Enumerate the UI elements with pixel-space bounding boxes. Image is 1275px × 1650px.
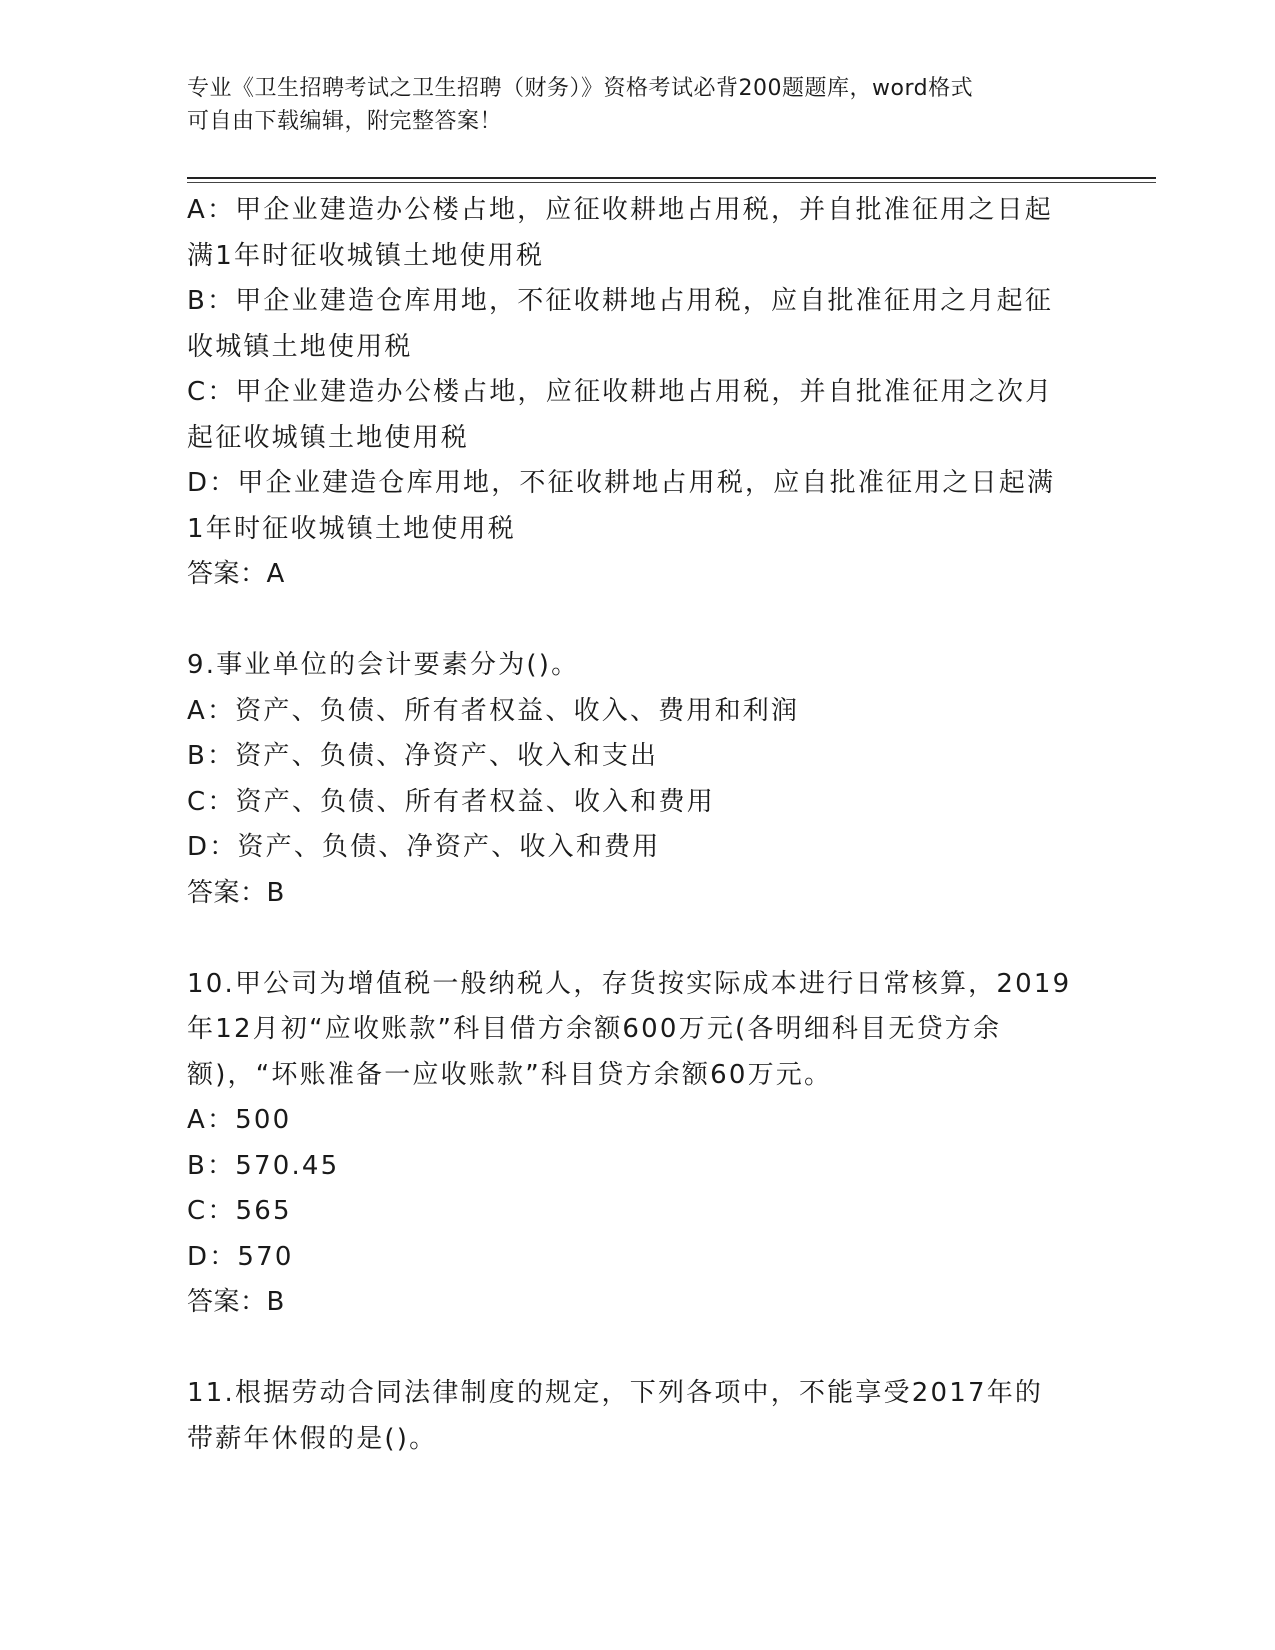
header-rule-thick (187, 177, 1156, 179)
option-a-line-2: 满1年时征收城镇土地使用税 (187, 240, 545, 271)
option-c-line-1: C：甲企业建造办公楼占地，应征收耕地占用税，并自批准征用之次月 (187, 377, 1054, 407)
option-b: B：资产、负债、净资产、收入和支出 (187, 741, 659, 771)
header-line: 专业《卫生招聘考试之卫生招聘（财务）》资格考试必背200题题库，word格式 (187, 76, 974, 101)
question-text-line-1: 10.甲公司为增值税一般纳税人，存货按实际成本进行日常核算，2019 (187, 968, 1072, 999)
option-b: B：570.45 (187, 1150, 340, 1181)
document-body (187, 188, 1077, 1462)
answer: 答案：B (187, 1287, 285, 1317)
spacer (187, 916, 1077, 962)
option-a: A：资产、负债、所有者权益、收入、费用和利润 (187, 695, 800, 726)
option-d-line-2: 1年时征收城镇土地使用税 (187, 513, 516, 544)
question-text-line-1: 11.根据劳动合同法律制度的规定，下列各项中，不能享受2017年的 (187, 1378, 1044, 1408)
question-text-line-3: 额)，“坏账准备一应收账款”科目贷方余额60万元。 (187, 1059, 833, 1090)
question-text: 9.事业单位的会计要素分为()。 (187, 650, 580, 680)
question-8 (187, 188, 1077, 598)
option-b-line-2: 收城镇土地使用税 (187, 331, 413, 362)
option-a-line-1: A：甲企业建造办公楼占地，应征收耕地占用税，并自批准征用之日起 (187, 195, 1053, 225)
option-b-line-1: B：甲企业建造仓库用地，不征收耕地占用税，应自批准征用之月起征 (187, 286, 1054, 316)
spacer (187, 598, 1077, 644)
header-line: 可自由下载编辑，附完整答案！ (187, 109, 503, 134)
answer: 答案：B (187, 877, 285, 908)
spacer (187, 1326, 1077, 1372)
document-header (187, 72, 1067, 138)
question-10 (187, 962, 1077, 1326)
option-a: A：500 (187, 1105, 292, 1135)
option-c: C：565 (187, 1196, 292, 1226)
option-d: D：570 (187, 1241, 294, 1272)
header-rule-thin (187, 182, 1156, 183)
option-c: C：资产、负债、所有者权益、收入和费用 (187, 786, 715, 817)
question-text-line-2: 带薪年休假的是()。 (187, 1423, 438, 1454)
option-d: D：资产、负债、净资产、收入和费用 (187, 832, 661, 862)
option-c-line-2: 起征收城镇土地使用税 (187, 422, 470, 453)
question-9 (187, 643, 1077, 916)
option-d-line-1: D：甲企业建造仓库用地，不征收耕地占用税，应自批准征用之日起满 (187, 468, 1056, 498)
question-text-line-2: 年12月初“应收账款”科目借方余额600万元(各明细科目无贷方余 (187, 1014, 1002, 1044)
question-11 (187, 1371, 1077, 1462)
answer: 答案：A (187, 559, 285, 589)
